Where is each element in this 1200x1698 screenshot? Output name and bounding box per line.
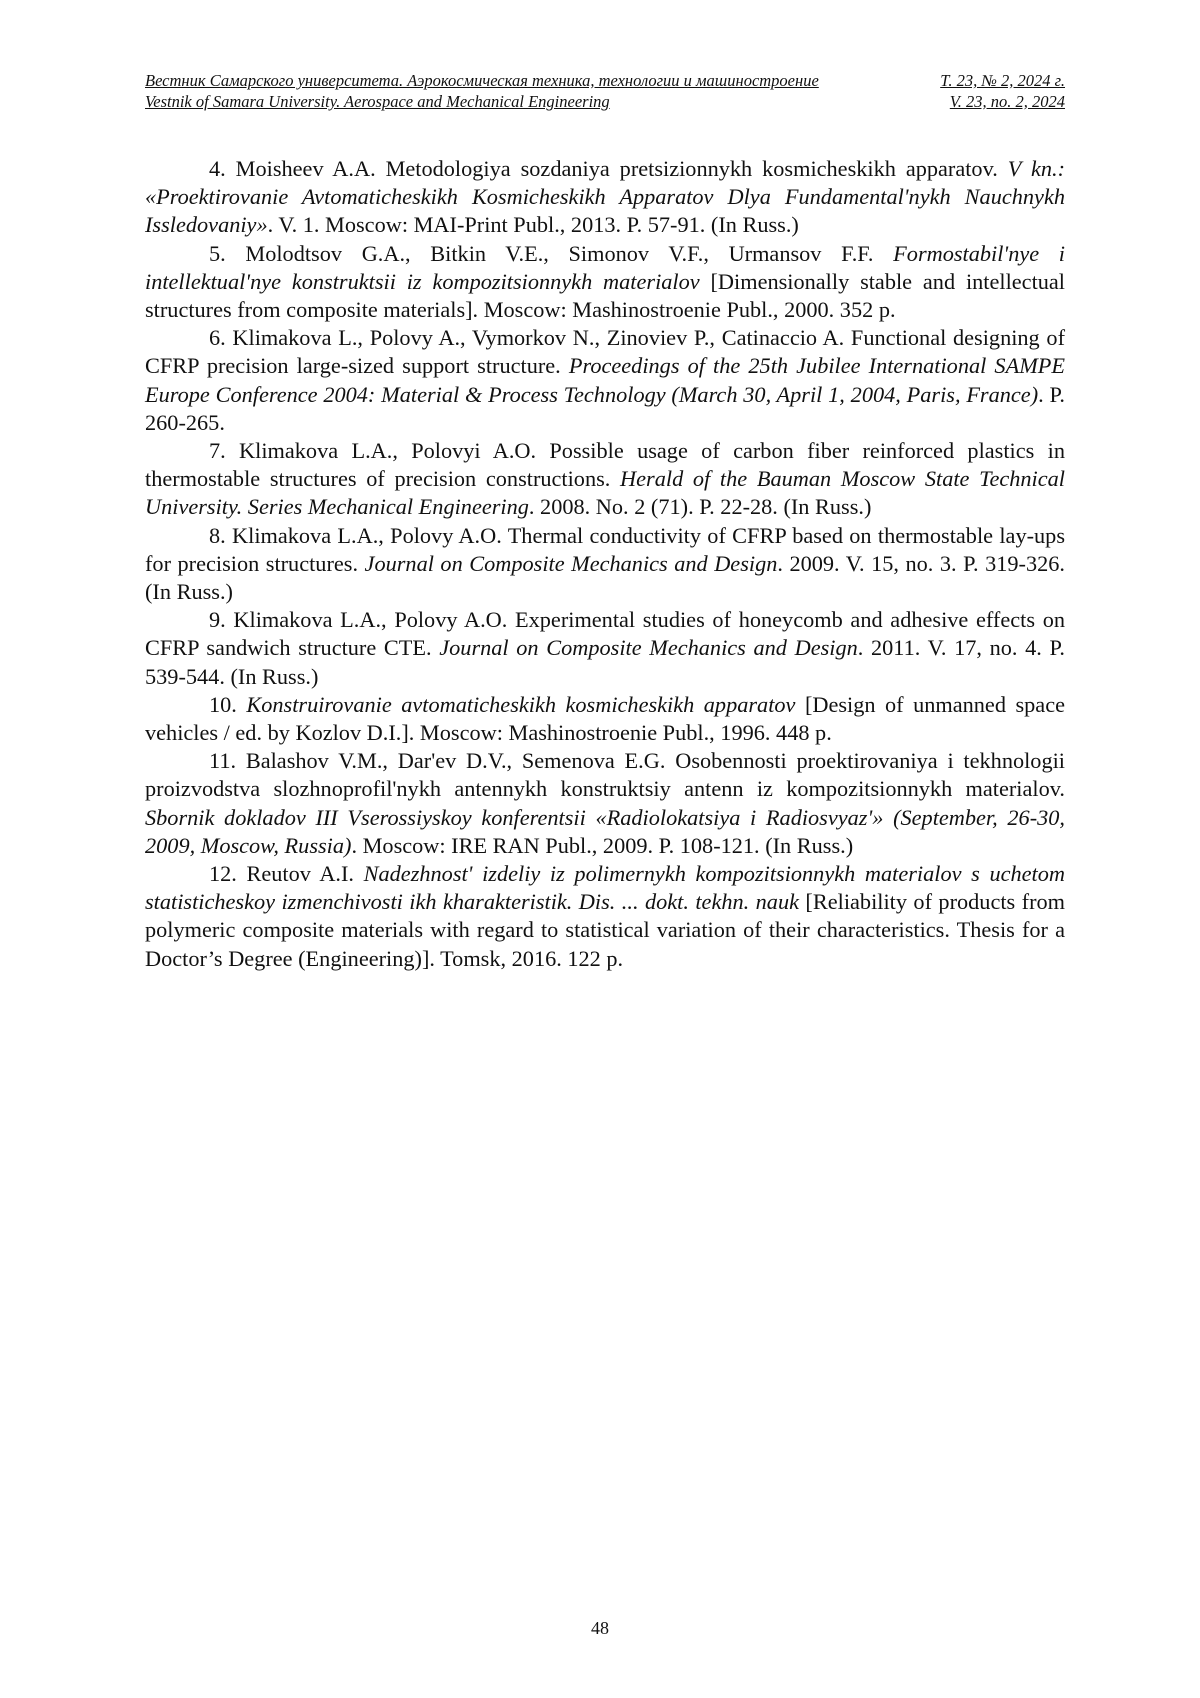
reference-text: 4. Moisheev A.A. Metodologiya sozdaniya pretsizionnykh kosmicheskikh apparatov. [209,156,1008,181]
reference-item [145,324,1065,437]
reference-text: 7. Klimakova L.A., Polovyi A.O. Possible usage of carbon fiber reinforced plastics in thermostable structures of precision constructions. [145,438,1065,492]
reference-text: 9. Klimakova L.A., Polovy A.O. Experimental studies of honeycomb and adhesive effects on CFRP sandwich structure CTE. [145,607,1065,661]
reference-text: [Dimensionally stable and intellectual structures from composite materials]. Moscow: Mashinostroenie Publ., 2000. 352 p. [145,268,1065,323]
reference-text: . 2011. V. 17, no. 4. P. 539-544. (In Russ.) [145,635,1066,689]
reference-text: . 2008. No. 2 (71). P. 22-28. (In Russ.) [528,494,872,520]
volume-issue-en: V. 23, no. 2, 2024 [949,92,1065,111]
reference-item [145,691,1065,747]
reference-italic-text: Journal on Composite Mechanics and Design [364,550,778,576]
reference-text: 12. Reutov A.I. [209,861,364,887]
reference-italic-text: Proceedings of the 25th Jubilee International SAMPE Europe Conference 2004: Material & Process Technology (March 30, April 1, 2004, Paris, France) [145,353,1066,407]
reference-item [145,747,1065,860]
reference-item [145,522,1065,607]
reference-italic-text: Konstruirovanie avtomaticheskikh kosmicheskikh apparatov [246,691,796,717]
reference-italic-text: Sbornik dokladov III Vserossiyskoy konferentsii «Radiolokatsiya i Radiosvyaz'» (September, 26-30, 2009, Moscow, Russia) [145,804,1065,858]
reference-text: [Design of unmanned space vehicles / ed. by Kozlov D.I.]. Moscow: Mashinostroenie Publ., 1996. 448 p. [145,691,1065,746]
reference-italic-text: Formostabil'nye i intellektual'nye konstruktsii iz kompozitsionnykh materialov [145,240,1065,294]
reference-text: . V. 1. Moscow: MAI-Print Publ., 2013. P. 57-91. (In Russ.) [267,212,799,238]
reference-italic-text: V kn.: «Proektirovanie Avtomaticheskikh Kosmicheskikh Apparatov Dlya Fundamental'nykh Nauchnykh Issledovaniy» [145,156,1065,238]
reference-item [145,240,1065,325]
reference-text: 5. Molodtsov G.A., Bitkin V.E., Simonov V.F., Urmansov F.F. [209,240,894,266]
reference-italic-text: Journal on Composite Mechanics and Design [439,635,858,661]
reference-item [145,860,1065,973]
reference-italic-text: Herald of the Bauman Moscow State Technical University. Series Mechanical Engineering [145,466,1065,520]
reference-text: [Reliability of products from polymeric composite materials with regard to statistical variation of their characteristics. Thesis for a Doctor’s Degree (Engineering)]. Tomsk, 2016. 122 p. [145,889,1066,971]
page-number: 48 [591,1618,609,1638]
reference-item [145,606,1065,691]
reference-text: 6. Klimakova L., Polovy A., Vymorkov N., Zinoviev P., Catinaccio A. Functional designing of CFRP precision large-sized support structure. [145,325,1065,379]
reference-text: . 2009. V. 15, no. 3. P. 319-326. (In Russ.) [145,550,1065,605]
reference-text: 10. [209,691,247,717]
reference-item [145,437,1065,522]
journal-title-ru: Вестник Самарского университета. Аэрокосмическая техника, технологии и машиностроение [145,71,819,90]
reference-text: 8. Klimakova L.A., Polovy A.O. Thermal conductivity of CFRP based on thermostable lay-ups for precision structures. [145,522,1065,576]
running-header [145,70,1065,112]
journal-header-en [145,91,1065,112]
reference-text: . P. 260-265. [145,381,1065,435]
reference-text: 11. Balashov V.M., Dar'ev D.V., Semenova E.G. Osobennosti proektirovaniya i tekhnologii proizvodstva slozhnoprofil'nykh antennykh konstruktsiy antenn iz kompozitsionnykh materialov. [145,748,1065,802]
reference-item [145,155,1065,240]
volume-issue-ru: Т. 23, № 2, 2024 г. [940,71,1065,90]
journal-header-ru [145,70,1065,91]
reference-list [145,155,1065,973]
reference-text: . Moscow: IRE RAN Publ., 2009. P. 108-121. (In Russ.) [351,832,854,858]
reference-italic-text: Nadezhnost' izdeliy iz polimernykh kompozitsionnykh materialov s uchetom statisticheskoy izmenchivosti ikh kharakteristik. Dis. ... dokt. tekhn. nauk [145,861,1065,915]
journal-title-en: Vestnik of Samara University. Aerospace and Mechanical Engineering [145,92,610,111]
